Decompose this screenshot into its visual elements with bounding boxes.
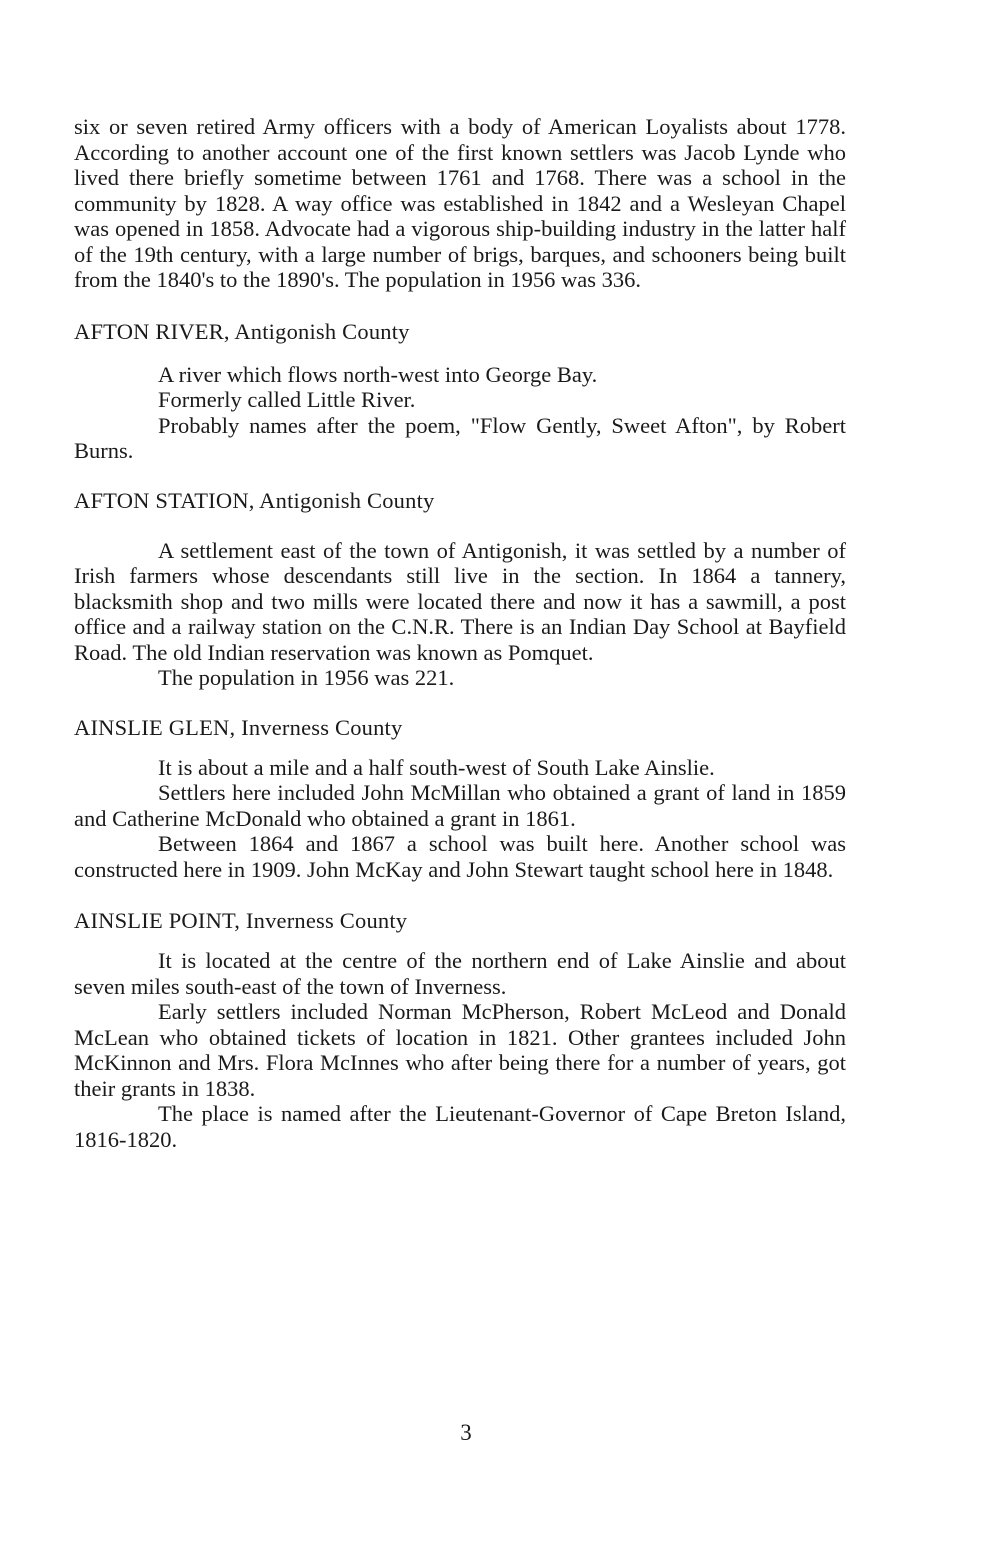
entry-afton-river	[74, 319, 846, 464]
entry-paragraph: A settlement east of the town of Antigonish, it was settled by a number of Irish farmers whose descendants still live in the section. In 1864 a tannery, blacksmith shop and two mills were located there and now it has a sawmill, a post office and a railway station on the C.N.R. There is an Indian Day School at Bayfield Road. The old Indian reservation was known as Pomquet.	[74, 537, 846, 665]
entry-paragraph: Settlers here included John McMillan who obtained a grant of land in 1859 and Catherine McDonald who obtained a grant in 1861.	[74, 780, 846, 831]
entry-paragraph: Formerly called Little River.	[158, 387, 416, 412]
entry-paragraph: Between 1864 and 1867 a school was built here. Another school was constructed here in 1909. John McKay and John Stewart taught school here in 1848.	[74, 831, 846, 882]
entry-heading: AFTON RIVER, Antigonish County	[74, 318, 410, 344]
entry-paragraph: A river which flows north-west into George Bay.	[158, 361, 598, 387]
entry-paragraph: The place is named after the Lieutenant-Governor of Cape Breton Island, 1816-1820.	[74, 1101, 846, 1152]
entry-paragraph: Early settlers included Norman McPherson, Robert McLeod and Donald McLean who obtained tickets of location in 1821. Other grantees included John McKinnon and Mrs. Flora McInnes who after being there for a number of years, got their grants in 1838.	[74, 999, 846, 1101]
entry-heading: AINSLIE POINT, Inverness County	[74, 908, 408, 933]
entry-ainslie-point	[74, 908, 846, 1152]
entry-heading: AINSLIE GLEN, Inverness County	[74, 714, 403, 740]
entry-paragraph: It is located at the centre of the northern end of Lake Ainslie and about seven miles south-east of the town of Inverness.	[74, 948, 846, 999]
page-number: 3	[460, 1420, 472, 1445]
intro-paragraph: six or seven retired Army officers with a body of American Loyalists about 1778. According to another account one of the first known settlers was Jacob Lynde who lived there briefly sometime between 1761 and 1768. There was a school in the community by 1828. A way office was established in 1842 and a Wesleyan Chapel was opened in 1858. Advocate had a vigorous ship-building industry in the latter half of the 19th century, with a large number of brigs, barques, and schooners being built from the 1840's to the 1890's. The population in 1956 was 336.	[74, 114, 846, 292]
entry-afton-station	[74, 488, 846, 691]
entry-paragraph: Probably names after the poem, "Flow Gently, Sweet Afton", by Robert Burns.	[74, 412, 846, 463]
page-content	[74, 114, 846, 1152]
entry-heading: AFTON STATION, Antigonish County	[74, 487, 435, 513]
entry-ainslie-glen	[74, 715, 846, 883]
entry-paragraph: It is about a mile and a half south-west of South Lake Ainslie.	[158, 754, 715, 780]
entry-paragraph: The population in 1956 was 221.	[158, 665, 455, 690]
